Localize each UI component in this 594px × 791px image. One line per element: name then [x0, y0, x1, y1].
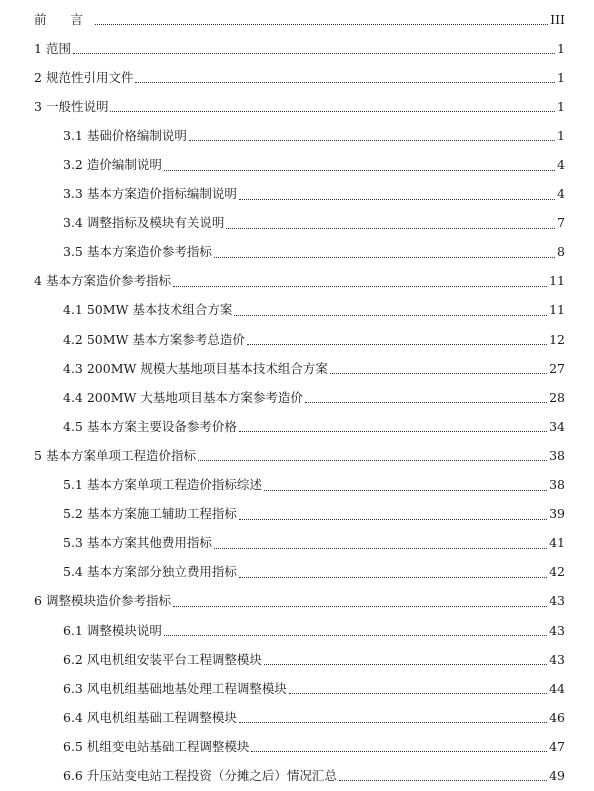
- toc-entry-page-number: 38: [549, 477, 565, 493]
- toc-entry[interactable]: [0, 325, 594, 354]
- toc-entry[interactable]: [0, 92, 594, 121]
- toc-entry[interactable]: [0, 732, 594, 761]
- toc-entry-number: 6.2: [63, 651, 87, 667]
- toc-entry-page-number: 44: [549, 680, 565, 696]
- toc-entry[interactable]: [0, 703, 594, 732]
- toc-entry[interactable]: [0, 558, 594, 587]
- toc-entry[interactable]: [0, 645, 594, 674]
- toc-dot-leader: [226, 227, 555, 229]
- toc-entry-page-number: 4: [557, 157, 565, 173]
- toc-entry-number: 4.2: [63, 331, 87, 347]
- toc-entry-page-number: 38: [549, 447, 565, 463]
- toc-dot-leader: [110, 110, 555, 112]
- toc-entry-number: 5.2: [63, 506, 87, 522]
- toc-entry-number: 6.3: [63, 680, 87, 696]
- toc-dot-leader: [239, 576, 547, 578]
- toc-entry-title: 200MW 规模大基地项目基本技术组合方案: [86, 360, 328, 376]
- toc-dot-leader: [239, 198, 555, 200]
- table-of-contents: [0, 5, 594, 791]
- toc-entry-title: 基本方案其他费用指标: [86, 535, 212, 551]
- toc-entry-page-number: 39: [549, 506, 565, 522]
- toc-dot-leader: [239, 721, 547, 723]
- toc-entry-title: 50MW 基本技术组合方案: [86, 302, 233, 318]
- toc-entry-number: 4.1: [63, 302, 87, 318]
- toc-entry-page-number: 43: [549, 651, 565, 667]
- toc-entry-number: 4.4: [63, 389, 87, 405]
- toc-dot-leader: [305, 401, 547, 403]
- toc-entry-title: 调整模块说明: [86, 622, 162, 638]
- toc-entry[interactable]: [0, 500, 594, 529]
- toc-entry-title: 基本方案施工辅助工程指标: [86, 506, 237, 522]
- toc-entry[interactable]: [0, 441, 594, 470]
- toc-entry-page-number: 8: [557, 244, 565, 260]
- toc-entry-page-number: 49: [549, 767, 565, 783]
- toc-entry-number: 3: [34, 98, 46, 114]
- toc-entry-title: 规范性引用文件: [45, 69, 134, 85]
- toc-entry-number: 3.2: [63, 157, 87, 173]
- toc-entry-number: 5.4: [63, 564, 87, 580]
- toc-entry-number: 6.1: [63, 622, 87, 638]
- toc-entry-number: 1: [34, 40, 46, 56]
- toc-dot-leader: [264, 663, 547, 665]
- toc-entry-number: 5.3: [63, 535, 87, 551]
- toc-entry[interactable]: [0, 238, 594, 267]
- toc-entry[interactable]: [0, 209, 594, 238]
- toc-dot-leader: [239, 430, 547, 432]
- toc-entry-page-number: 46: [549, 709, 565, 725]
- toc-entry-title: 调整模块造价参考指标: [45, 593, 171, 609]
- toc-entry[interactable]: [0, 63, 594, 92]
- toc-entry-title: 50MW 基本方案参考总造价: [86, 331, 245, 347]
- toc-entry-title: 范围: [45, 40, 71, 56]
- toc-entry-number: 3.3: [63, 186, 87, 202]
- toc-entry[interactable]: [0, 761, 594, 790]
- toc-entry-title: 基础价格编制说明: [86, 127, 187, 143]
- toc-dot-leader: [330, 372, 547, 374]
- toc-entry-page-number: 47: [549, 738, 565, 754]
- toc-entry-title: 基本方案主要设备参考价格: [86, 418, 237, 434]
- toc-entry[interactable]: [0, 674, 594, 703]
- toc-entry-title: 机组变电站基础工程调整模块: [86, 738, 250, 754]
- toc-entry[interactable]: [0, 529, 594, 558]
- toc-entry-page-number: 43: [549, 593, 565, 609]
- toc-entry-number: 4.3: [63, 360, 87, 376]
- toc-entry[interactable]: [0, 180, 594, 209]
- toc-entry-title: 升压站变电站工程投资（分摊之后）情况汇总: [86, 767, 337, 783]
- toc-entry-page-number: 12: [549, 331, 565, 347]
- toc-entry-number: 6.6: [63, 767, 87, 783]
- toc-dot-leader: [339, 779, 547, 781]
- toc-entry-page-number: 43: [549, 622, 565, 638]
- toc-entry-title: 基本方案单项工程造价指标综述: [86, 477, 262, 493]
- toc-entry[interactable]: [0, 354, 594, 383]
- toc-entry-page-number: 1: [557, 69, 565, 85]
- toc-entry-number: 3.5: [63, 244, 87, 260]
- toc-entry-page-number: 41: [549, 535, 565, 551]
- toc-entry-title: 前 言: [34, 11, 93, 27]
- toc-entry-number: 6.4: [63, 709, 87, 725]
- toc-entry[interactable]: [0, 412, 594, 441]
- toc-entry-page-number: 1: [557, 127, 565, 143]
- toc-entry-page-number: 42: [549, 564, 565, 580]
- toc-entry-title: 200MW 大基地项目基本方案参考造价: [86, 389, 303, 405]
- toc-entry[interactable]: [0, 267, 594, 296]
- toc-dot-leader: [164, 169, 555, 171]
- toc-entry-number: 6.5: [63, 738, 87, 754]
- toc-entry-number: 5.1: [63, 477, 87, 493]
- toc-dot-leader: [239, 518, 547, 520]
- toc-entry-number: 3.4: [63, 215, 87, 231]
- toc-dot-leader: [214, 547, 547, 549]
- toc-dot-leader: [173, 605, 547, 607]
- toc-entry-page-number: 1: [557, 98, 565, 114]
- toc-entry[interactable]: [0, 616, 594, 645]
- toc-dot-leader: [135, 81, 555, 83]
- toc-entry[interactable]: [0, 121, 594, 150]
- toc-entry-number: 2: [34, 69, 46, 85]
- toc-dot-leader: [289, 692, 547, 694]
- toc-dot-leader: [234, 314, 547, 316]
- toc-dot-leader: [251, 750, 547, 752]
- toc-entry-number: 3.1: [63, 127, 87, 143]
- toc-entry-page-number: 11: [549, 302, 565, 318]
- toc-entry[interactable]: [0, 5, 594, 34]
- toc-entry-title: 一般性说明: [45, 98, 109, 114]
- toc-entry[interactable]: [0, 34, 594, 63]
- toc-dot-leader: [247, 343, 547, 345]
- toc-entry-page-number: 34: [549, 418, 565, 434]
- toc-entry-number: 6: [34, 593, 46, 609]
- toc-entry-title: 基本方案造价参考指标: [45, 273, 171, 289]
- toc-dot-leader: [73, 52, 555, 54]
- toc-entry[interactable]: [0, 383, 594, 412]
- toc-entry[interactable]: [0, 471, 594, 500]
- toc-dot-leader: [214, 256, 555, 258]
- toc-entry-number: 4.5: [63, 418, 87, 434]
- toc-dot-leader: [95, 23, 548, 25]
- toc-entry-number: 5: [34, 447, 46, 463]
- toc-dot-leader: [164, 634, 547, 636]
- toc-dot-leader: [264, 489, 547, 491]
- toc-entry-title: 基本方案单项工程造价指标: [45, 447, 196, 463]
- toc-entry-page-number: 28: [549, 389, 565, 405]
- toc-entry-title: 调整指标及模块有关说明: [86, 215, 225, 231]
- toc-entry-page-number: 7: [557, 215, 565, 231]
- toc-entry-page-number: III: [550, 11, 565, 27]
- toc-entry-page-number: 4: [557, 186, 565, 202]
- toc-entry-title: 基本方案造价指标编制说明: [86, 186, 237, 202]
- toc-entry-page-number: 1: [557, 40, 565, 56]
- toc-entry-page-number: 27: [549, 360, 565, 376]
- toc-entry-title: 风电机组安装平台工程调整模块: [86, 651, 262, 667]
- toc-dot-leader: [189, 139, 555, 141]
- toc-entry-title: 基本方案部分独立费用指标: [86, 564, 237, 580]
- toc-entry-title: 造价编制说明: [86, 157, 162, 173]
- toc-entry[interactable]: [0, 296, 594, 325]
- toc-entry-title: 风电机组基础地基处理工程调整模块: [86, 680, 287, 696]
- toc-dot-leader: [173, 285, 547, 287]
- toc-entry-title: 基本方案造价参考指标: [86, 244, 212, 260]
- toc-entry[interactable]: [0, 150, 594, 179]
- toc-entry-title: 风电机组基础工程调整模块: [86, 709, 237, 725]
- toc-entry-page-number: 11: [549, 273, 565, 289]
- toc-entry-number: 4: [34, 273, 46, 289]
- toc-dot-leader: [198, 459, 547, 461]
- toc-entry[interactable]: [0, 587, 594, 616]
